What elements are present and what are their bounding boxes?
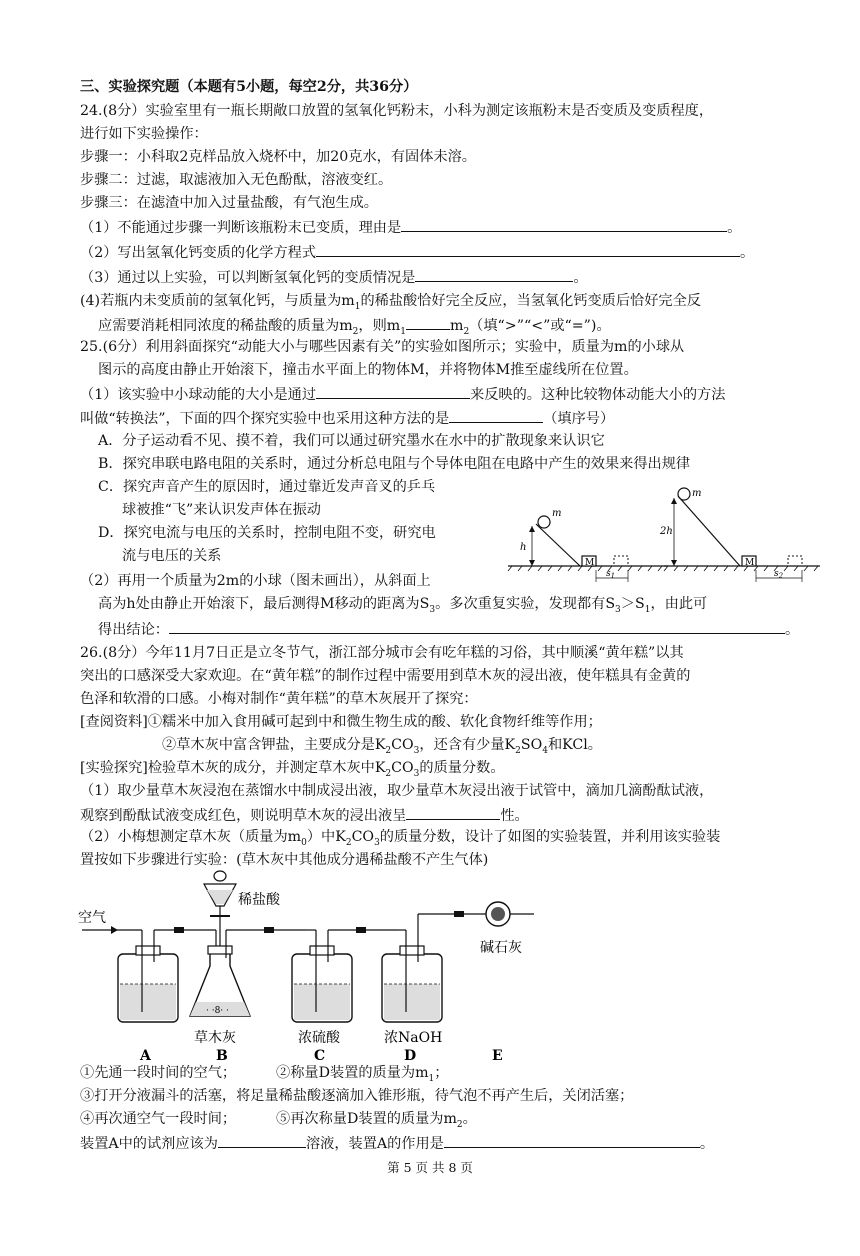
mass-label: m <box>692 488 702 499</box>
q25-intro-line2: 图示的高度由静止开始滚下，撞击水平面上的物体M，并将物体M推至虚线所在位置。 <box>98 362 638 378</box>
flask-b <box>190 871 281 1016</box>
q25-sub2-line1: （2）再用一个质量为2m的小球（图未画出），从斜面上 <box>80 573 431 589</box>
q24-step1: 步骤一：小科取2克样品放入烧杯中，加20克水，有固体未溶。 <box>80 149 476 165</box>
q26-intro-line1: 26.(8分）今年11月7日正是立冬节气，浙江部分城市会有吃年糕的习俗，其中顺溪“黄年糕”以其 <box>80 645 684 661</box>
text: ⑤再次称量D装置的质量为m <box>276 1111 457 1127</box>
subscript: 4 <box>542 745 548 756</box>
q24-step3: 步骤三：在滤渣中加入过量盐酸，有气泡生成。 <box>80 195 378 211</box>
q24-sub3-end: 。 <box>573 270 588 286</box>
q25-sub2-end: 。 <box>784 622 800 638</box>
q26-last-line <box>80 1131 714 1155</box>
text: ②称量D装置的质量为m <box>276 1065 429 1081</box>
text: CO <box>351 829 375 845</box>
soda-lime-label: 碱石灰 <box>480 940 522 956</box>
q24-sub1 <box>80 215 741 239</box>
text: SO <box>520 737 543 753</box>
q24-sub2 <box>80 240 754 264</box>
answer-blank[interactable] <box>316 240 740 257</box>
height-label: 2h <box>660 526 673 537</box>
label-c: C <box>314 1048 326 1064</box>
section-title: 三、实验探究题（本题有5小题，每空2分，共36分） <box>80 79 418 95</box>
answer-blank[interactable] <box>406 803 500 820</box>
q25-sub1-text-a: （1）该实验中小球动能的大小是通过 <box>80 387 317 403</box>
text: 装置A中的试剂应该为 <box>80 1136 218 1152</box>
block-label: M <box>585 558 595 568</box>
distance-label-s: s <box>774 569 779 579</box>
q24-sub3 <box>80 265 588 289</box>
answer-blank[interactable] <box>449 406 543 423</box>
subscript: 3 <box>615 604 621 615</box>
block-label: M <box>745 558 755 568</box>
q25-sub2-text-d: ，由此可 <box>650 596 708 612</box>
q24-sub4-text-c: 应需要消耗相同浓度的稀盐酸的质量为m <box>98 318 353 334</box>
text: ； <box>434 1065 449 1081</box>
q24-sub4-text-a: (4)若瓶内未变质前的氢氧化钙，与质量为m <box>80 293 355 309</box>
answer-blank[interactable] <box>218 1131 306 1148</box>
label-b: B <box>216 1048 228 1064</box>
subscript: 1 <box>354 301 361 312</box>
q24-sub3-text: （3）通过以上实验，可以判断氢氧化钙的变质情况是 <box>80 270 416 286</box>
label-plant-ash: 草木灰 <box>194 1030 236 1046</box>
q26-intro-line3: 色泽和软滑的口感。小梅对制作“黄年糕”的草木灰展开了探究： <box>80 691 478 707</box>
answer-blank[interactable] <box>316 382 470 399</box>
answer-blank[interactable] <box>415 265 573 282</box>
answer-blank[interactable] <box>401 215 727 232</box>
particles: · ·8· · <box>206 1006 229 1016</box>
subscript: 2 <box>456 1119 463 1130</box>
subscript: 2 <box>778 572 784 580</box>
text: （2）小梅想测定草木灰（质量为m <box>80 829 302 845</box>
text: ）中K <box>306 829 346 845</box>
subscript: 3 <box>429 604 436 615</box>
q24-sub1-end: 。 <box>727 220 742 236</box>
q26-info-line1: [查阅资料]①糯米中加入食用碱可起到中和微生物生成的酸、软化食物纤维等作用； <box>80 714 602 730</box>
incline-figure-2 <box>660 488 824 580</box>
label-e: E <box>492 1048 503 1064</box>
q24-sub1-text: （1）不能通过步骤一判断该瓶粉末已变质，理由是 <box>80 220 402 236</box>
q24-intro-line1: 24.(8分）实验室里有一瓶长期敞口放置的氢氧化钙粉末，小科为测定该瓶粉末是否变质及变质程度， <box>80 103 714 119</box>
q25-sub1-line2 <box>80 406 614 430</box>
q24-step2: 步骤二：过滤，取滤液加入无色酚酞，溶液变红。 <box>80 172 393 188</box>
q26-intro-line2: 突出的口感深受大家欢迎。在“黄年糕”的制作过程中需要用到草木灰的浸出液，使年糕具有金黄的 <box>80 668 691 684</box>
text: [实验探究]检验草木灰的成分，并测定草木灰中K <box>80 760 386 776</box>
air-label: 空气 <box>78 910 106 926</box>
bottle-c <box>292 930 352 1022</box>
q26-sub1-line2 <box>80 803 529 827</box>
acid-label: 稀盐酸 <box>238 892 280 908</box>
q24-intro-line2: 进行如下实验操作： <box>80 126 208 142</box>
q25-sub2-text-b: 。多次重复实验，发现都有S <box>435 596 616 612</box>
q25-option-c-line1: C．探究声音产生的原因时，通过靠近发声音叉的乒乓 <box>98 479 436 495</box>
label-naoh: 浓NaOH <box>384 1030 443 1046</box>
text: 的质量分数，设计了如图的实验装置，并利用该实验装 <box>379 829 721 845</box>
q24-sub2-end: 。 <box>740 245 755 261</box>
text: CO <box>391 737 414 753</box>
label-d: D <box>404 1048 417 1064</box>
q25-option-b: B．探究串联电路电阻的关系时，通过分析总电阻与个导体电阻在电路中产生的效果来得出规律 <box>98 456 691 472</box>
subscript: 3 <box>374 837 380 848</box>
subscript: 3 <box>413 745 420 756</box>
incline-figure-1 <box>508 490 678 582</box>
q26-sub2-line2: 置按如下步骤进行实验：(草木灰中其他成分遇稀盐酸不产生气体) <box>80 852 489 868</box>
subscript: 1 <box>610 572 616 580</box>
q25-sub1-line1 <box>80 382 725 406</box>
text: 的质量分数。 <box>419 760 505 776</box>
text: 。 <box>462 1111 477 1127</box>
q24-sub2-text: （2）写出氢氧化钙变质的化学方程式 <box>80 245 317 261</box>
subscript: 1 <box>428 1073 435 1084</box>
q25-sub2-text-a: 高为h处由静止开始滚下，最后测得M移动的距离为S <box>98 596 430 612</box>
q25-intro-line1: 25.(6分）利用斜面探究“动能大小与哪些因素有关”的实验如图所示；实验中，质量为m的小球从 <box>80 339 685 355</box>
q26-step1: ①先通一段时间的空气； <box>80 1065 237 1081</box>
text: ②草木灰中富含钾盐，主要成分是K <box>162 737 386 753</box>
subscript: 2 <box>352 326 359 337</box>
subscript: 1 <box>644 604 651 615</box>
subscript: 0 <box>301 837 307 848</box>
q25-option-a: A．分子运动看不见、摸不着，我们可以通过研究墨水在水中的扩散现象来认识它 <box>98 433 605 449</box>
answer-blank[interactable] <box>444 1131 700 1148</box>
bottle-a <box>118 930 178 1022</box>
q24-sub4-text-d: ，则m <box>358 318 401 334</box>
q24-sub4-text-f: （填“>”“<”或“=”)。 <box>469 318 611 334</box>
subscript: 1 <box>400 326 406 337</box>
q25-sub2-conclusion-label: 得出结论： <box>98 622 169 638</box>
subscript: 3 <box>413 768 420 779</box>
text: 和KCl。 <box>547 737 602 753</box>
text: 溶液，装置A的作用是 <box>305 1136 444 1152</box>
distance-label <box>606 569 615 580</box>
distance-label <box>774 569 784 580</box>
text: 性。 <box>500 808 529 824</box>
apparatus-diagram <box>78 866 548 1062</box>
q26-step4: ④再次通空气一段时间； <box>80 1111 237 1127</box>
subscript: 2 <box>515 745 521 756</box>
text: 。 <box>699 1136 715 1152</box>
distance-label-s: s <box>606 569 611 579</box>
q26-sub1-line1: （1）取少量草木灰浸泡在蒸馏水中制成浸出液，取少量草木灰浸出液于试管中，滴加几滴酚酞试液， <box>80 783 714 799</box>
subscript: 2 <box>385 768 392 779</box>
q25-sub1-text-b: 来反映的。这种比较物体动能大小的方法 <box>470 387 726 403</box>
answer-blank[interactable] <box>169 617 785 634</box>
answer-blank[interactable] <box>406 313 450 330</box>
drying-tube-e <box>480 902 534 956</box>
q25-sub2-text-c: ＞S <box>620 596 645 612</box>
page-footer: 第 5 页 共 8 页 <box>387 1160 473 1175</box>
q24-sub4-text-e: m <box>449 318 464 334</box>
q25-option-c-line2: 球被推“飞”来认识发声体在振动 <box>122 502 321 518</box>
q24-sub4-text-b: 的稀盐酸恰好完全反应，当氢氧化钙变质后恰好完全反 <box>360 293 701 309</box>
text: 观察到酚酞试液变成红色，则说明草木灰的浸出液呈 <box>80 808 407 824</box>
q25-option-d-line2: 流与电压的关系 <box>122 548 222 564</box>
subscript: 2 <box>463 326 470 337</box>
subscript: 2 <box>385 745 392 756</box>
subscript: 2 <box>345 837 352 848</box>
text: CO <box>391 760 414 776</box>
q25-sub2-line3 <box>98 617 799 641</box>
q25-option-d-line1: D．探究电流与电压的关系时，控制电阻不变，研究电 <box>98 525 436 541</box>
q26-step3: ③打开分液漏斗的活塞，将足量稀盐酸逐滴加入锥形瓶，待气泡不再产生后，关闭活塞； <box>80 1088 634 1104</box>
label-sulfuric-acid: 浓硫酸 <box>298 1030 340 1046</box>
height-label: h <box>520 542 527 553</box>
q25-sub1-text-c: 叫做“转换法”，下面的四个探究实验中也采用这种方法的是 <box>80 411 450 427</box>
label-a: A <box>140 1048 151 1064</box>
text: ，还含有少量K <box>419 737 516 753</box>
mass-label: m <box>552 508 562 519</box>
q25-sub1-text-d: （填序号） <box>543 411 615 427</box>
